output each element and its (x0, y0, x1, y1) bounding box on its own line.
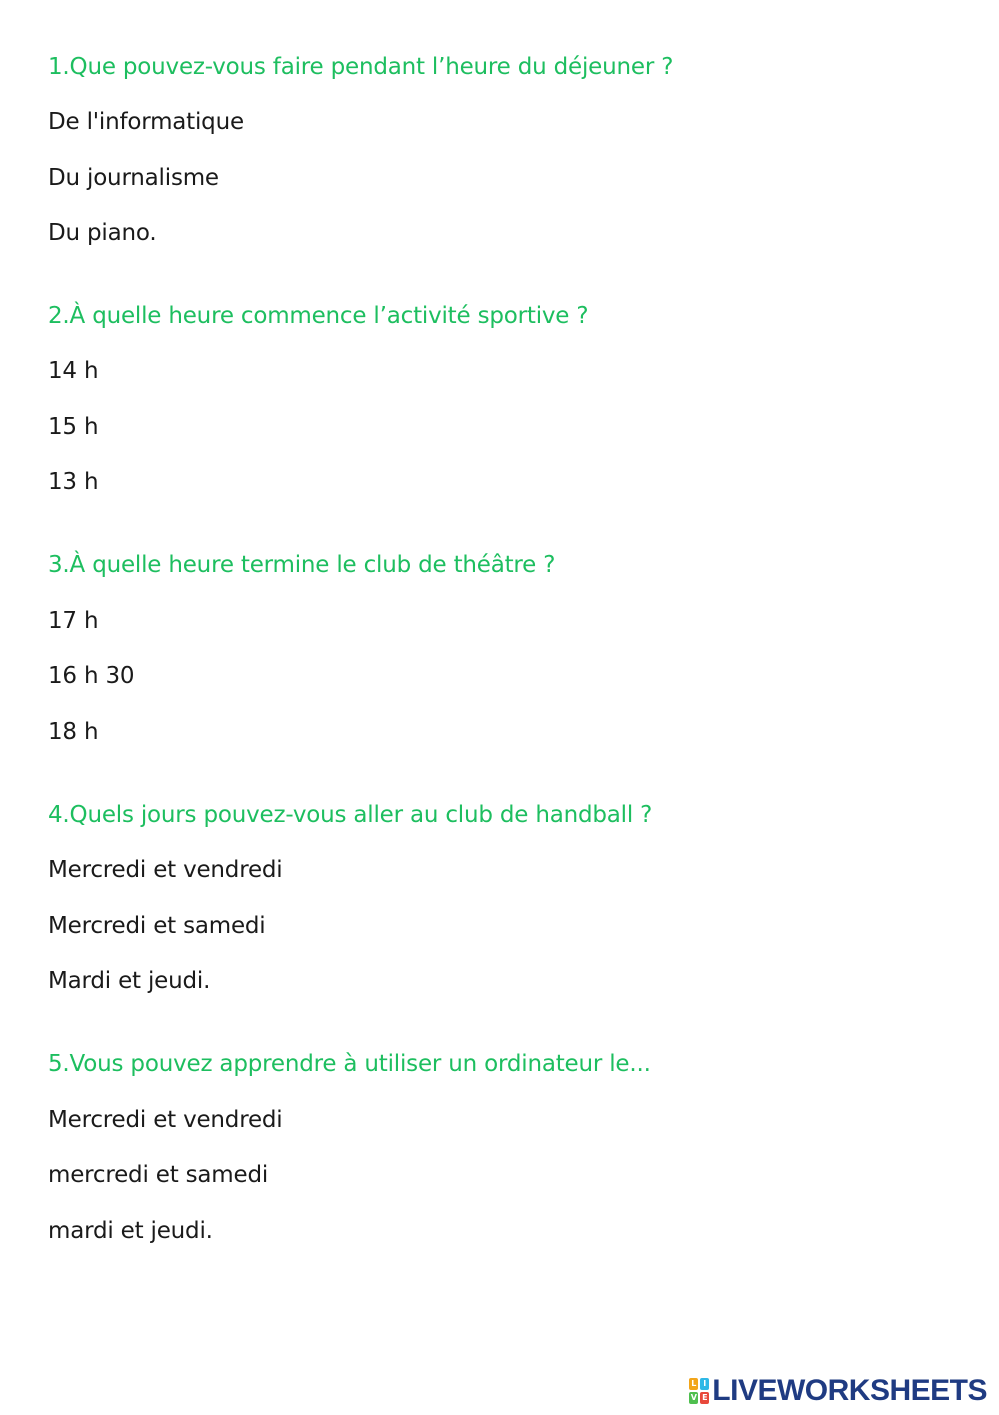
question-2-prompt: 2.À quelle heure commence l’activité sportive ? (48, 303, 589, 329)
question-5-option-3[interactable]: mardi et jeudi. (48, 1218, 213, 1244)
question-5-option-2[interactable]: mercredi et samedi (48, 1162, 269, 1188)
liveworksheets-logo-icon (689, 1378, 709, 1404)
question-3-option-3[interactable]: 18 h (48, 719, 99, 745)
question-4-option-1[interactable]: Mercredi et vendredi (48, 857, 283, 883)
liveworksheets-brand (689, 1374, 987, 1408)
question-4-option-3[interactable]: Mardi et jeudi. (48, 968, 211, 994)
question-5-prompt: 5.Vous pouvez apprendre à utiliser un ordinateur le... (48, 1051, 651, 1077)
question-1-option-1[interactable]: De l'informatique (48, 109, 244, 135)
question-5-option-1[interactable]: Mercredi et vendredi (48, 1107, 283, 1133)
question-1-prompt: 1.Que pouvez-vous faire pendant l’heure du déjeuner ? (48, 54, 674, 80)
question-3-prompt: 3.À quelle heure termine le club de théâtre ? (48, 552, 556, 578)
logo-tile-i: I (700, 1378, 709, 1390)
question-4-prompt: 4.Quels jours pouvez-vous aller au club de handball ? (48, 802, 653, 828)
question-2-option-1[interactable]: 14 h (48, 358, 99, 384)
question-1-option-3[interactable]: Du piano. (48, 220, 157, 246)
question-3-option-1[interactable]: 17 h (48, 608, 99, 634)
question-2-option-2[interactable]: 15 h (48, 414, 99, 440)
question-2-option-3[interactable]: 13 h (48, 469, 99, 495)
question-4-option-2[interactable]: Mercredi et samedi (48, 913, 266, 939)
logo-tile-v: V (690, 1393, 697, 1402)
question-1-option-2[interactable]: Du journalisme (48, 165, 219, 191)
question-3-option-2[interactable]: 16 h 30 (48, 663, 135, 689)
brand-name: LIVEWORKSHEETS (712, 1374, 987, 1407)
logo-tile-e: E (702, 1393, 708, 1402)
logo-tile-l: L (691, 1379, 697, 1388)
